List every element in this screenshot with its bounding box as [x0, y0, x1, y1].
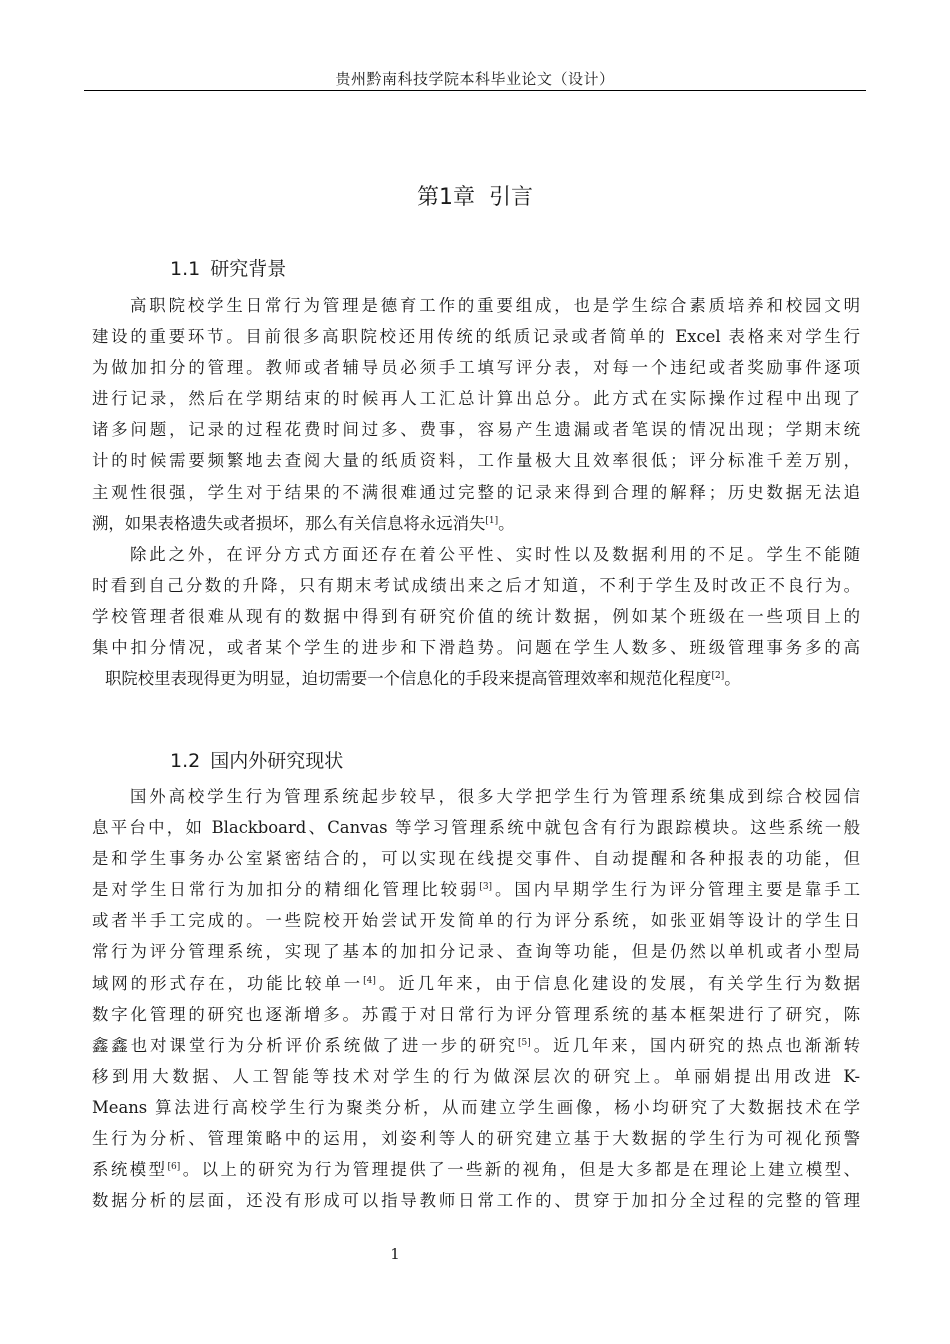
section-1-2-body: [92, 781, 860, 1216]
text-line: 常行为评分管理系统，实现了基本的加扣分记录、查询等功能，但是仍然以单机或者小型局: [92, 942, 860, 962]
text-line: 除此之外，在评分方式方面还存在着公平性、实时性以及数据利用的不足。学生不能随: [130, 544, 860, 564]
citation: [1]: [485, 515, 499, 526]
text-line: [92, 663, 860, 694]
text-run: 。近几年来，国内研究的热点也渐渐转: [530, 1035, 861, 1055]
section-name: 研究背景: [210, 258, 287, 280]
text-line: Means 算法进行高校学生行为聚类分析，从而建立学生画像，杨小均研究了大数据技术在学: [92, 1097, 860, 1117]
running-header: 贵州黔南科技学院本科毕业论文（设计）: [335, 70, 615, 88]
section-number: 1.2: [170, 750, 201, 772]
text-line: 学校管理者很难从现有的数据中得到有研究价值的统计数据，例如某个班级在一些项目上的: [92, 606, 860, 626]
text-line: 进行记录，然后在学期结束的时候再人工汇总计算出总分。此方式在实际操作过程中出现了: [92, 389, 860, 409]
text-run: 。: [498, 513, 515, 533]
citation: [3]: [479, 882, 493, 893]
text-line: 计的时候需要频繁地去查阅大量的纸质资料，工作量极大且效率很低；评分标准千差万别，: [92, 451, 860, 471]
text-line: [92, 968, 860, 999]
text-line: [92, 508, 860, 539]
citation: [6]: [167, 1162, 181, 1173]
paragraph: [92, 539, 860, 694]
chapter-title: [0, 180, 950, 211]
text-line: [92, 1030, 860, 1061]
text-run: 职院校里表现得更为明显，迫切需要一个信息化的手段来提高管理效率和规范化程度: [105, 669, 712, 689]
text-line: 诸多问题，记录的过程花费时间过多、费事，容易产生遗漏或者笔误的情况出现；学期末统: [92, 420, 860, 440]
text-run: 。近几年来，由于信息化建设的发展，有关学生行为数据: [375, 973, 861, 993]
text-line: 或者半手工完成的。一些院校开始尝试开发简单的行为评分系统，如张亚娟等设计的学生日: [92, 911, 860, 931]
text-line: [92, 1154, 860, 1185]
text-line: 是和学生事务办公室紧密结合的，可以实现在线提交事件、自动提醒和各种报表的功能，但: [92, 849, 860, 869]
text-run: 系统模型: [92, 1160, 168, 1180]
text-run: 。以上的研究为行为管理提供了一些新的视角，但是大多都是在理论上建立模型、: [180, 1160, 861, 1180]
text-line: [92, 874, 860, 905]
page-number: 1: [390, 1245, 400, 1263]
text-run: 。: [724, 669, 741, 689]
text-line: 高职院校学生日常行为管理是德育工作的重要组成，也是学生综合素质培养和校园文明: [130, 296, 860, 315]
section-1-1-body: [92, 290, 860, 694]
text-line: 国外高校学生行为管理系统起步较早，很多大学把学生行为管理系统集成到综合校园信: [130, 787, 860, 806]
header-rule: [84, 90, 866, 91]
section-name: 国内外研究现状: [210, 750, 344, 772]
text-run: 。国内早期学生行为评分管理主要是靠手工: [492, 880, 861, 900]
section-number: 1.1: [170, 258, 201, 280]
chapter-number: 第1章: [416, 185, 475, 210]
text-line: 时看到自己分数的升降，只有期末考试成绩出来之后才知道，不利于学生及时改正不良行为。: [92, 575, 860, 595]
chapter-name: 引言: [488, 185, 533, 210]
text-line: 为做加扣分的管理。教师或者辅导员必须手工填写评分表，对每一个违纪或者奖励事件逐项: [92, 358, 860, 378]
citation: [4]: [363, 975, 376, 986]
text-run: 溯，如果表格遗失或者损坏，那么有关信息将永远消失: [92, 513, 486, 533]
paragraph: [92, 781, 860, 1216]
text-line: 建设的重要环节。目前很多高职院校还用传统的纸质记录或者简单的 Excel 表格来对学生行: [92, 327, 860, 347]
text-line: 息平台中，如 Blackboard、Canvas 等学习管理系统中就包含有行为跟踪模块。这些系统一般: [92, 818, 860, 838]
text-line: 集中扣分情况，或者某个学生的进步和下滑趋势。问题在学生人数多、班级管理事务多的高: [92, 638, 860, 658]
citation: [5]: [518, 1037, 531, 1048]
paragraph: [92, 290, 860, 539]
section-heading-1-1: [170, 254, 286, 281]
text-line: 主观性很强，学生对于结果的不满很难通过完整的记录来得到合理的解释；历史数据无法追: [92, 482, 860, 502]
text-line: 数据分析的层面，还没有形成可以指导教师日常工作的、贯穿于加扣分全过程的完整的管理: [92, 1191, 860, 1211]
text-run: 是对学生日常行为加扣分的精细化管理比较弱: [92, 880, 480, 900]
text-line: 数字化管理的研究也逐渐增多。苏霞于对日常行为评分管理系统的基本框架进行了研究，陈: [92, 1004, 860, 1024]
text-run: 域网的形式存在，功能比较单一: [92, 973, 364, 993]
text-line: 移到用大数据、人工智能等技术对学生的行为做深层次的研究上。单丽娟提出用改进 K-: [92, 1066, 860, 1086]
citation: [2]: [711, 671, 725, 682]
text-line: 生行为分析、管理策略中的运用，刘姿利等人的研究建立基于大数据的学生行为可视化预警: [92, 1129, 860, 1149]
text-run: 鑫鑫也对课堂行为分析评价系统做了进一步的研究: [92, 1035, 519, 1055]
section-heading-1-2: [170, 746, 343, 773]
